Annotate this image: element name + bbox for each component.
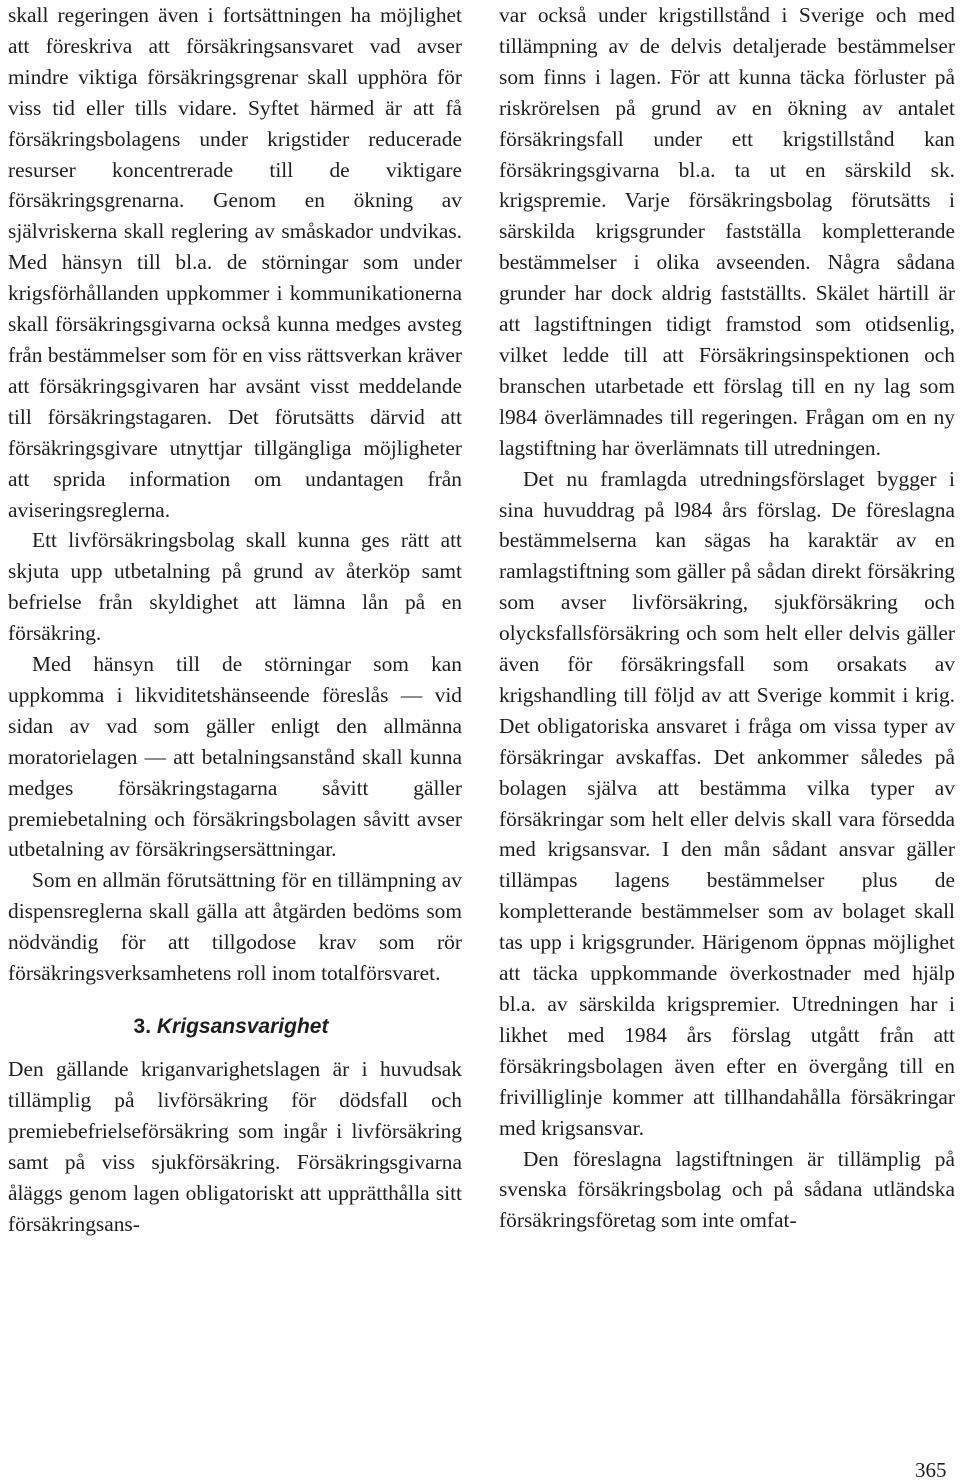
paragraph: skall regeringen även i fortsättningen ha möjlighet att föreskriva att försäkringsansvaret vad avser mindre viktiga försäkringsgrenar skall upphöra för viss tid eller tills vidare. Syftet härmed är att få försäkringsbolagens under krigstider reducerade resurser koncentrerade till de viktigare försäkringsgrenarna. Genom en ökning av självriskerna skall reglering av småskador undvikas. Med hänsyn till bl.a. de störningar som under krigsförhållanden uppkommer i kommunikationerna skall försäkringsgivarna också kunna medges avsteg från bestämmelser som för en viss rättsverkan kräver att försäkringsgivaren har avsänt visst meddelande till försäkringstagaren. Det förutsätts därvid att försäkringsgivare utnyttjar tillgängliga möjligheter att sprida information om undantagen från aviseringsreglerna. <box>8 3 462 522</box>
page-number: 365 <box>915 1458 947 1482</box>
section-heading-text: Krigsansvarighet <box>156 1015 329 1038</box>
right-column <box>499 0 955 1236</box>
section-heading <box>8 1012 462 1042</box>
paragraph: Den gällande kriganvarighetslagen är i huvudsak tillämplig på livförsäkring för dödsfall och premiebefrielseförsäkring som ingår i livförsäkring samt på viss sjukförsäkring. Försäkringsgivarna åläggs genom lagen obligatoriskt att upprätthålla sitt försäkringsans- <box>8 1057 462 1236</box>
paragraph: Med hänsyn till de störningar som kan uppkomma i likviditetshänseende föreslås — vid sidan av vad som gäller enligt den allmänna moratorielagen — att betalningsanstånd skall kunna medges försäkringstagarna såvitt gäller premiebetalning och försäkringsbolagen såvitt avser utbetalning av försäkringsersättningar. <box>8 652 462 862</box>
left-column <box>8 0 462 1239</box>
section-heading-number: 3. <box>133 1015 152 1038</box>
paragraph: Den föreslagna lagstiftningen är tillämplig på svenska försäkringsbolag och på sådana utländska försäkringsföretag som inte omfat- <box>499 1146 955 1233</box>
paragraph: Det nu framlagda utredningsförslaget bygger i sina huvuddrag på l984 års förslag. De föreslagna bestämmelserna kan sägas ha karaktär av en ramlagstiftning som gäller på sådan direkt försäkring som avser livförsäkring, sjukförsäkring och olycksfallsförsäkring och som helt eller delvis gäller även för försäkringsfall som orsakats av krigshandling till följd av att Sverige kommit i krig. Det obligatoriska ansvaret i fråga om vissa typer av försäkringar avskaffas. Det ankommer således på bolagen själva att bestämma vilka typer av försäkringar som helt eller delvis skall vara försedda med krigsansvar. I den mån sådant ansvar gäller tillämpas lagens bestämmelser plus de kompletterande bestämmelser som av bolaget skall tas upp i krigsgrunder. Härigenom öppnas möjlighet att täcka uppkommande överkostnader med hjälp bl.a. av särskilda krigspremier. Utredningen har i likhet med 1984 års förslag utgått från att försäkringsbolagen även efter en övergång till en frivilliglinje kommer att tillhandahålla försäkringar med krigsansvar. <box>499 466 955 1140</box>
paragraph: Ett livförsäkringsbolag skall kunna ges rätt att skjuta upp utbetalning på grund av återköp samt befrielse från skyldighet att lämna lån på en försäkring. <box>8 528 462 646</box>
paragraph: var också under krigstillstånd i Sverige och med tillämpning av de delvis detaljerade bestämmelser som finns i lagen. För att kunna täcka förluster på riskrörelsen på grund av en ökning av antalet försäkringsfall under ett krigstillstånd kan försäkringsgivarna bl.a. ta ut en särskild sk. krigspremie. Varje försäkringsbolag förutsätts i särskilda krigsgrunder fastställa kompletterande bestämmelser i olika avseenden. Några sådana grunder har dock aldrig fastställts. Skälet härtill är att lagstiftningen tidigt framstod som otidsenlig, vilket ledde till att Försäkringsinspektionen och branschen utarbetade ett förslag till en ny lag som l984 överlämnades till regeringen. Frågan om en ny lagstiftning har överlämnats till utredningen. <box>499 3 955 460</box>
paragraph: Som en allmän förutsättning för en tillämpning av dispensreglerna skall gälla att åtgärden bedöms som nödvändig för att tillgodose krav som rör försäkringsverksamhetens roll inom totalförsvaret. <box>8 868 462 986</box>
